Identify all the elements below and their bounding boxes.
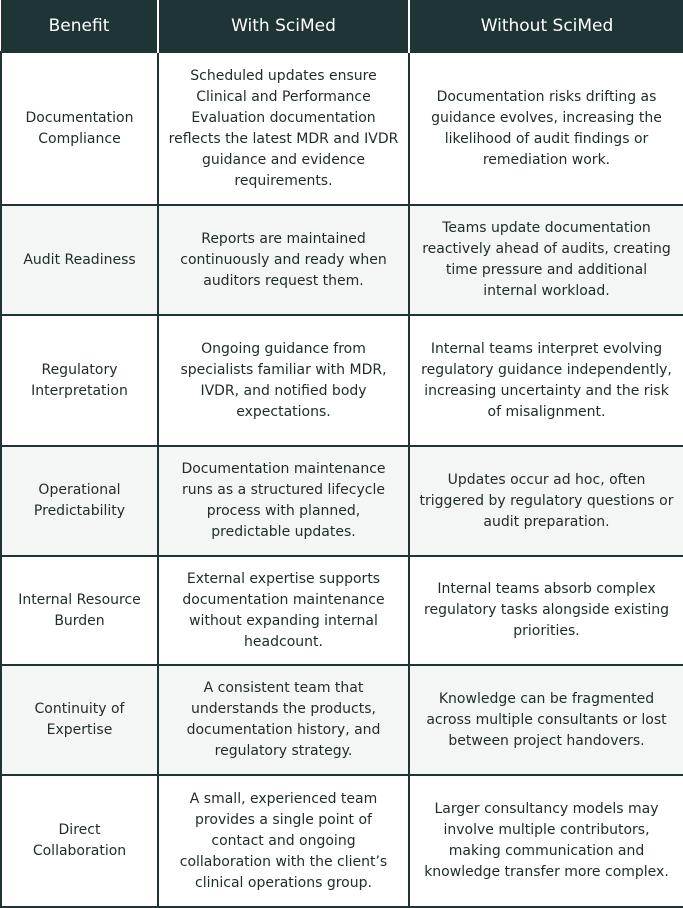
table-row bbox=[1, 556, 683, 665]
benefit-cell: Documentation Compliance bbox=[1, 52, 158, 205]
without-scimed-cell: Documentation risks drifting as guidance evolves, increasing the likelihood of audit findings or remediation work. bbox=[409, 52, 683, 205]
benefit-cell: Operational Predictability bbox=[1, 446, 158, 556]
without-scimed-cell: Internal teams absorb complex regulatory tasks alongside existing priorities. bbox=[409, 556, 683, 665]
benefit-cell: Internal Resource Burden bbox=[1, 556, 158, 665]
header-without-scimed: Without SciMed bbox=[409, 0, 683, 52]
without-scimed-cell: Larger consultancy models may involve multiple contributors, making communication and knowledge transfer more complex. bbox=[409, 775, 683, 907]
table-row bbox=[1, 315, 683, 446]
table-row bbox=[1, 205, 683, 315]
with-scimed-cell: Reports are maintained continuously and ready when auditors request them. bbox=[158, 205, 409, 315]
with-scimed-cell: A small, experienced team provides a single point of contact and ongoing collaboration with the client’s clinical operations group. bbox=[158, 775, 409, 907]
without-scimed-cell: Internal teams interpret evolving regulatory guidance independently, increasing uncertainty and the risk of misalignment. bbox=[409, 315, 683, 446]
without-scimed-cell: Knowledge can be fragmented across multiple consultants or lost between project handovers. bbox=[409, 665, 683, 775]
with-scimed-cell: Documentation maintenance runs as a structured lifecycle process with planned, predictable updates. bbox=[158, 446, 409, 556]
benefit-cell: Regulatory Interpretation bbox=[1, 315, 158, 446]
header-with-scimed: With SciMed bbox=[158, 0, 409, 52]
with-scimed-cell: Scheduled updates ensure Clinical and Performance Evaluation documentation reflects the latest MDR and IVDR guidance and evidence requirements. bbox=[158, 52, 409, 205]
table-row bbox=[1, 665, 683, 775]
benefit-cell: Continuity of Expertise bbox=[1, 665, 158, 775]
with-scimed-cell: Ongoing guidance from specialists familiar with MDR, IVDR, and notified body expectations. bbox=[158, 315, 409, 446]
benefit-cell: Direct Collaboration bbox=[1, 775, 158, 907]
without-scimed-cell: Teams update documentation reactively ahead of audits, creating time pressure and additional internal workload. bbox=[409, 205, 683, 315]
table-row bbox=[1, 52, 683, 205]
table-row bbox=[1, 446, 683, 556]
with-scimed-cell: A consistent team that understands the products, documentation history, and regulatory strategy. bbox=[158, 665, 409, 775]
header-row bbox=[1, 0, 683, 52]
without-scimed-cell: Updates occur ad hoc, often triggered by regulatory questions or audit preparation. bbox=[409, 446, 683, 556]
with-scimed-cell: External expertise supports documentation maintenance without expanding internal headcount. bbox=[158, 556, 409, 665]
header-benefit: Benefit bbox=[1, 0, 158, 52]
table-row bbox=[1, 775, 683, 907]
benefit-cell: Audit Readiness bbox=[1, 205, 158, 315]
